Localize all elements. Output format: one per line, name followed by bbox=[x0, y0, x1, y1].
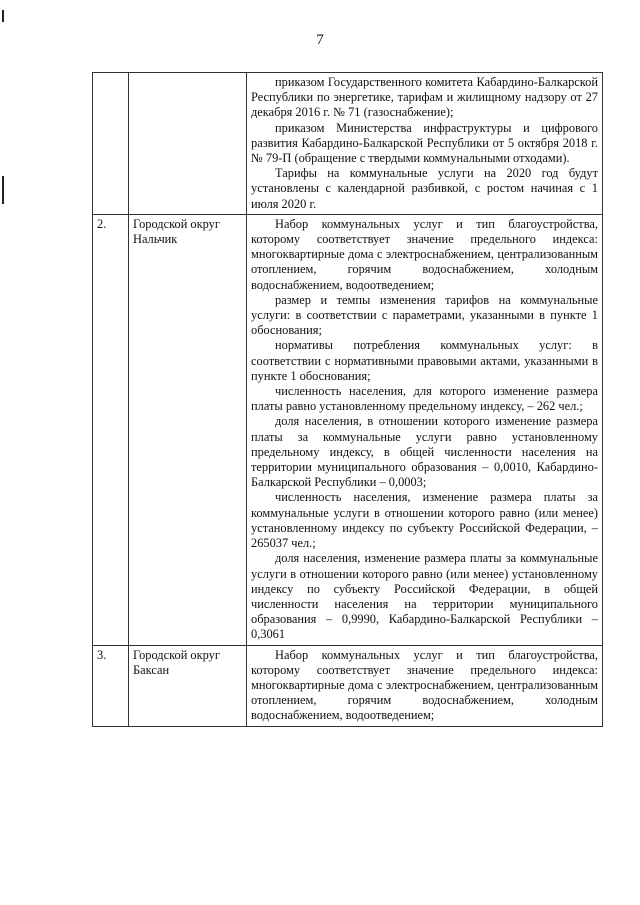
page-number: 7 bbox=[316, 32, 324, 48]
content-paragraph: приказом Государственного комитета Кабардино-Балкарской Республики по энергетике, тарифам и жилищному надзору от 27 декабря 2016 г. № 71 (газоснабжение); bbox=[251, 75, 598, 120]
row-number: 2. bbox=[93, 214, 129, 645]
content-paragraph: нормативы потребления коммунальных услуг: в соответствии с нормативными правовыми актами, указанными в пункте 1 обоснования; bbox=[251, 338, 598, 383]
row-number: 3. bbox=[93, 645, 129, 726]
row-content bbox=[247, 73, 603, 215]
content-paragraph: размер и темпы изменения тарифов на коммунальные услуги: в соответствии с параметрами, указанными в пункте 1 обоснования; bbox=[251, 292, 598, 338]
municipality-name bbox=[129, 73, 247, 215]
municipality-name: Городской округ Баксан bbox=[129, 645, 247, 726]
content-paragraph: Набор коммунальных услуг и тип благоустройства, которому соответствует значение предельного индекса: многоквартирные дома с электроснабжением, централизованным отоплением, горячим водоснабжением, холодным водоснабжением, водоотведением; bbox=[251, 647, 598, 723]
row-content bbox=[247, 214, 603, 645]
content-paragraph: численность населения, изменение размера платы за коммунальные услуги в отношении которого равно (или менее) установленному индексу по субъекту Российской Федерации, – 265037 чел.; bbox=[251, 490, 598, 551]
scan-artifact-mark-top bbox=[2, 10, 4, 22]
municipality-name: Городской округ Нальчик bbox=[129, 214, 247, 645]
content-paragraph: численность населения, для которого изменение размера платы равно установленному предельному индексу, – 262 чел.; bbox=[251, 384, 598, 414]
table-row bbox=[93, 645, 603, 726]
row-number bbox=[93, 73, 129, 215]
content-paragraph: приказом Министерства инфраструктуры и цифрового развития Кабардино-Балкарской Республики от 5 октября 2018 г. № 79-П (обращение с твердыми коммунальными отходами). bbox=[251, 120, 598, 166]
scan-artifact-mark-middle bbox=[2, 176, 4, 204]
table-row bbox=[93, 214, 603, 645]
content-paragraph: Набор коммунальных услуг и тип благоустройства, которому соответствует значение предельного индекса: многоквартирные дома с электроснабжением, централизованным отоплением, горячим водоснабжением, холодным водоснабжением, водоотведением; bbox=[251, 216, 598, 292]
row-content bbox=[247, 645, 603, 726]
content-paragraph: Тарифы на коммунальные услуги на 2020 год будут установлены с календарной разбивкой, с ростом начиная с 1 июля 2020 г. bbox=[251, 166, 598, 211]
table-row bbox=[93, 73, 603, 215]
document-table bbox=[92, 72, 603, 727]
content-paragraph: доля населения, изменение размера платы за коммунальные услуги в отношении которого равно (или менее) установленному индексу по субъекту Российской Федерации, в общей численности населения на территории муниципального образования – 0,9990, Кабардино-Балкарской Республики – 0,3061 bbox=[251, 551, 598, 642]
content-paragraph: доля населения, в отношении которого изменение размера платы за коммунальные услуги равно установленному предельному индексу, в общей численности населения на территории муниципального образования – 0,0010, Кабардино-Балкарской Республики – 0,0003; bbox=[251, 414, 598, 490]
